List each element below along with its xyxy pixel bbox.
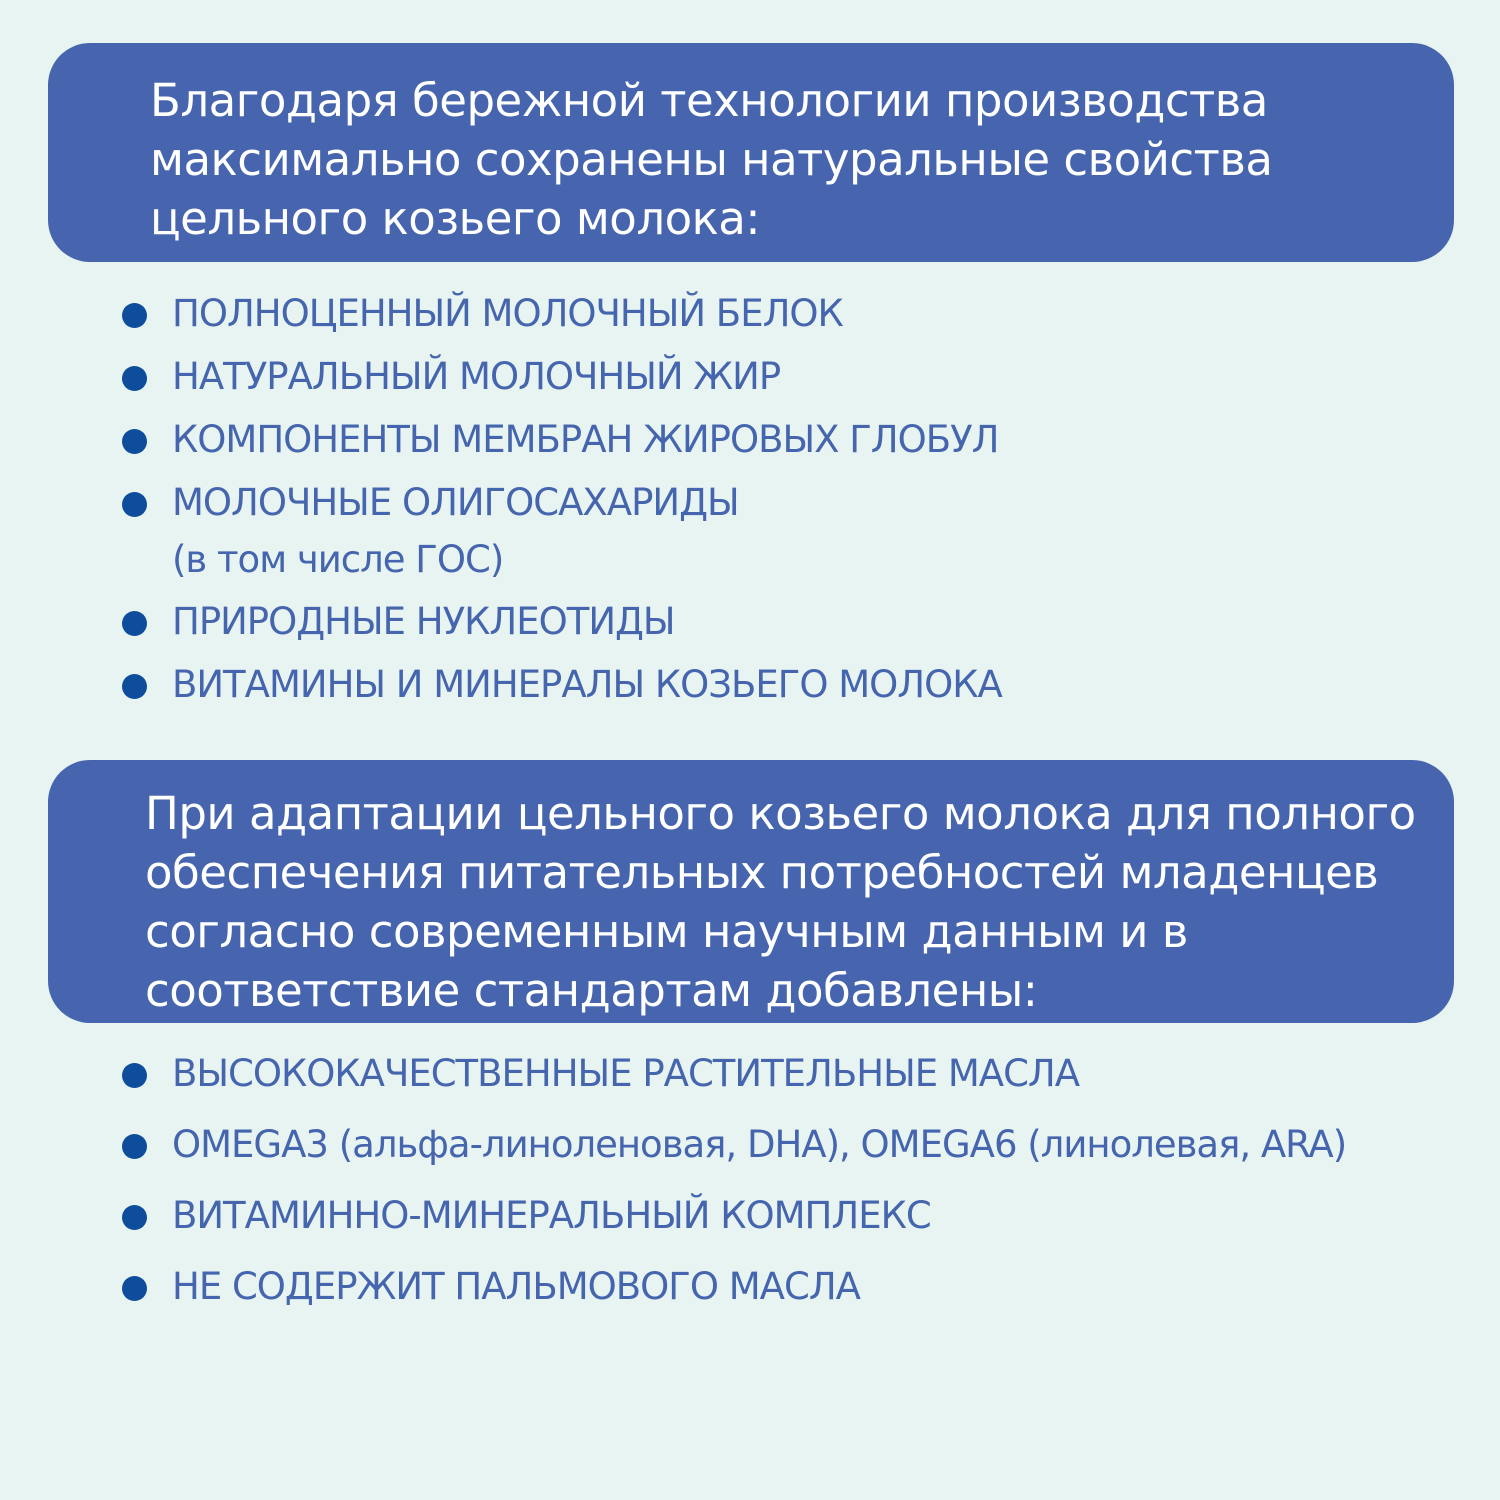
item-text: КОМПОНЕНТЫ МЕМБРАН ЖИРОВЫХ ГЛОБУЛ — [172, 418, 999, 461]
heading-line: цельного козьего молока: — [150, 192, 761, 245]
bullet-icon — [122, 366, 147, 391]
list-item — [120, 285, 1002, 348]
bullet-icon — [122, 492, 147, 517]
bullet-icon — [122, 1276, 147, 1301]
item-text: НЕ СОДЕРЖИТ ПАЛЬМОВОГО МАСЛА — [172, 1265, 860, 1308]
heading-line: максимально сохранены натуральные свойства — [150, 133, 1273, 186]
list-item — [120, 411, 1002, 474]
natural-properties-list — [120, 285, 1002, 719]
item-text: МОЛОЧНЫЕ ОЛИГОСАХАРИДЫ — [172, 481, 739, 524]
bullet-icon — [122, 611, 147, 636]
list-item — [120, 1116, 1346, 1187]
item-text: ВИТАМИННО-МИНЕРАЛЬНЫЙ КОМПЛЕКС — [172, 1194, 931, 1237]
bullet-icon — [122, 1134, 147, 1159]
heading-line: согласно современным научным данным и в — [145, 905, 1188, 958]
adaptation-heading-box — [48, 760, 1454, 1023]
list-item — [120, 593, 1002, 656]
bullet-icon — [122, 1205, 147, 1230]
intro-heading-box — [48, 43, 1454, 262]
heading-line: соответствие стандартам добавлены: — [145, 964, 1038, 1017]
item-text: ПРИРОДНЫЕ НУКЛЕОТИДЫ — [172, 600, 675, 643]
heading-line: При адаптации цельного козьего молока для полного — [145, 787, 1416, 840]
list-item — [120, 1045, 1346, 1116]
bullet-icon — [122, 1063, 147, 1088]
list-item — [120, 1258, 1346, 1329]
list-item — [120, 656, 1002, 719]
bullet-icon — [122, 429, 147, 454]
bullet-icon — [122, 303, 147, 328]
added-ingredients-list — [120, 1045, 1346, 1329]
bullet-icon — [122, 674, 147, 699]
item-text: ВИТАМИНЫ И МИНЕРАЛЫ КОЗЬЕГО МОЛОКА — [172, 663, 1002, 706]
item-subtext: (в том числе ГОС) — [172, 538, 504, 581]
item-text: НАТУРАЛЬНЫЙ МОЛОЧНЫЙ ЖИР — [172, 355, 781, 398]
heading-line: обеспечения питательных потребностей младенцев — [145, 846, 1379, 899]
item-text: OMEGA3 (альфа-линоленовая, DHA), OMEGA6 (линолевая, ARA) — [172, 1123, 1347, 1166]
list-item — [120, 1187, 1346, 1258]
heading-line: Благодаря бережной технологии производства — [150, 74, 1268, 127]
list-item — [120, 348, 1002, 411]
item-text: ВЫСОКОКАЧЕСТВЕННЫЕ РАСТИТЕЛЬНЫЕ МАСЛА — [172, 1052, 1080, 1095]
item-text: ПОЛНОЦЕННЫЙ МОЛОЧНЫЙ БЕЛОК — [172, 292, 843, 335]
list-item — [120, 474, 1002, 593]
